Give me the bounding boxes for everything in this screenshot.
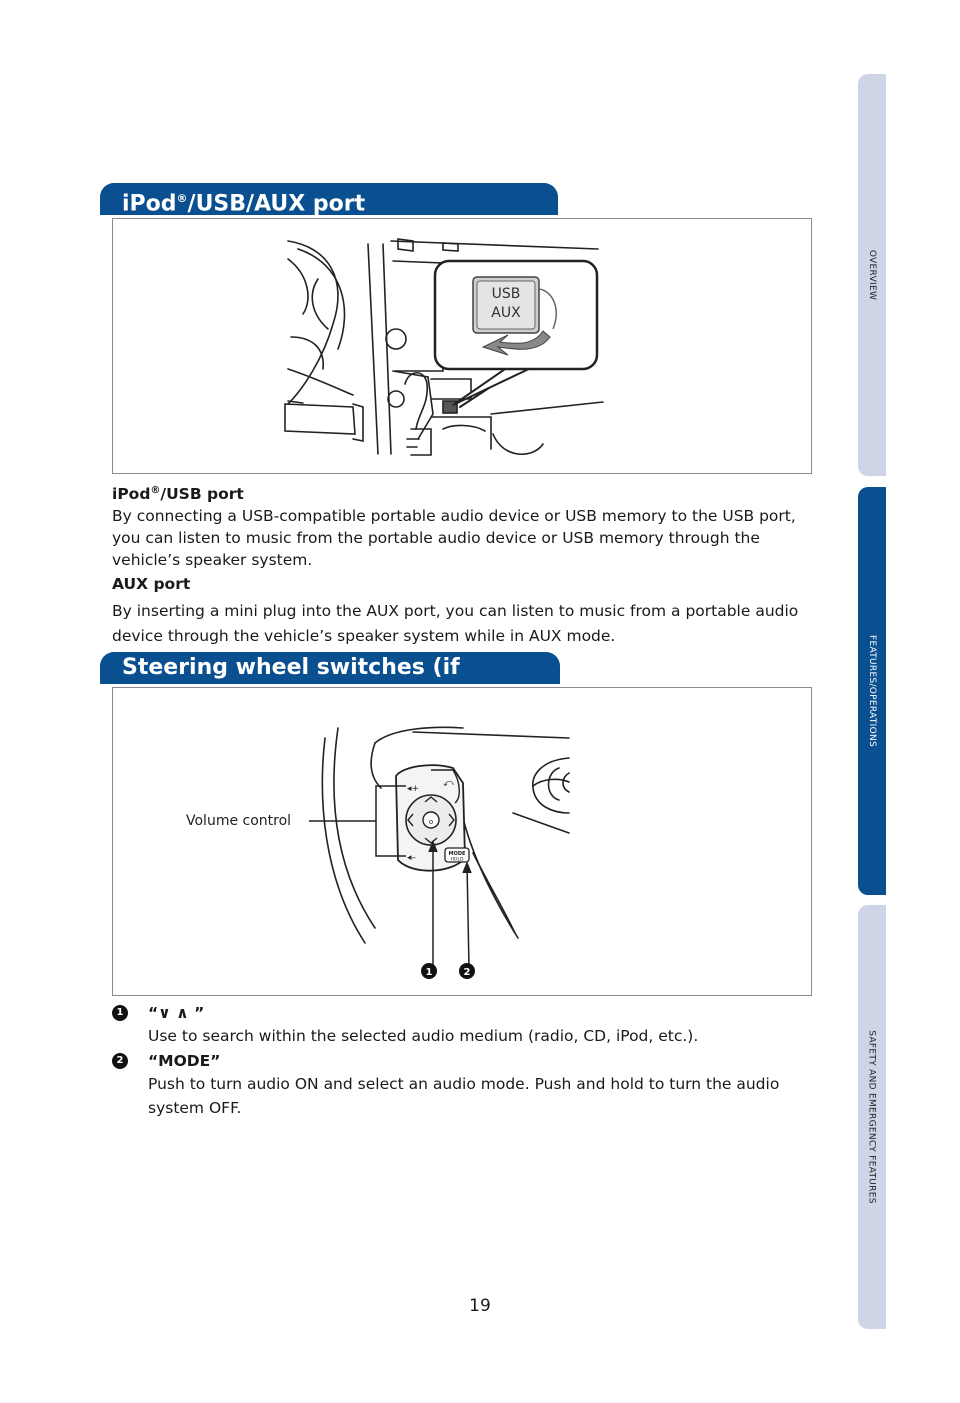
ipod-description (112, 480, 812, 649)
usb-aux-port-illustration (112, 218, 812, 474)
callout-2: 2 (463, 967, 471, 978)
usb-label: USB (491, 286, 521, 302)
number-badge: 2 (112, 1053, 128, 1069)
section-title-ipod-usb-aux: iPod®/USB/AUX port (100, 183, 558, 215)
tab-overview[interactable] (858, 74, 886, 476)
steering-wheel-drawing (113, 688, 813, 997)
usb-port-heading: iPod®/USB port (112, 485, 244, 504)
aux-port-heading: AUX port (112, 575, 191, 594)
svg-text:o: o (428, 818, 434, 826)
volume-control-label: Volume control (186, 813, 292, 829)
list-item (112, 1002, 812, 1048)
hold-label: HOLD (450, 857, 464, 863)
tab-safety-label: SAFETY AND EMERGENCY FEATURES (867, 1030, 877, 1204)
svg-text:⤺: ⤺ (443, 778, 454, 789)
list-item (112, 1050, 812, 1120)
steering-switches-illustration (112, 687, 812, 996)
tab-safety-emergency[interactable] (858, 905, 886, 1329)
item-body: Use to search within the selected audio medium (radio, CD, iPod, etc.). (148, 1027, 699, 1045)
item-heading: “MODE” (148, 1052, 221, 1070)
item-body: Push to turn audio ON and select an audio mode. Push and hold to turn the audio system OFF. (148, 1075, 780, 1117)
mode-button-label: MODE (448, 851, 466, 857)
number-badge: 1 (112, 1005, 128, 1021)
callout-1: 1 (425, 967, 433, 978)
tab-overview-label: OVERVIEW (867, 249, 878, 301)
item-heading: “∨ ∧ ” (148, 1004, 205, 1022)
aux-label: AUX (491, 305, 521, 321)
svg-text:◂+: ◂+ (407, 784, 420, 794)
steering-switch-descriptions (112, 1002, 812, 1120)
section-title-steering-switches: Steering wheel switches (if (100, 652, 560, 684)
usb-port-body: By connecting a USB-compatible portable audio device or USB memory to the USB port, you can listen to music from the portable audio device or USB memory through the vehicle’s speaker system. (112, 507, 796, 570)
page-number: 19 (469, 1296, 491, 1316)
tab-features-operations[interactable] (858, 487, 886, 895)
tab-features-label: FEATURES/OPERATIONS (867, 634, 877, 748)
svg-text:◂–: ◂– (407, 853, 417, 863)
aux-port-body: By inserting a mini plug into the AUX port, you can listen to music from a portable audio device through the vehicle’s speaker system while in AUX mode. (112, 602, 799, 646)
console-drawing (113, 219, 813, 475)
